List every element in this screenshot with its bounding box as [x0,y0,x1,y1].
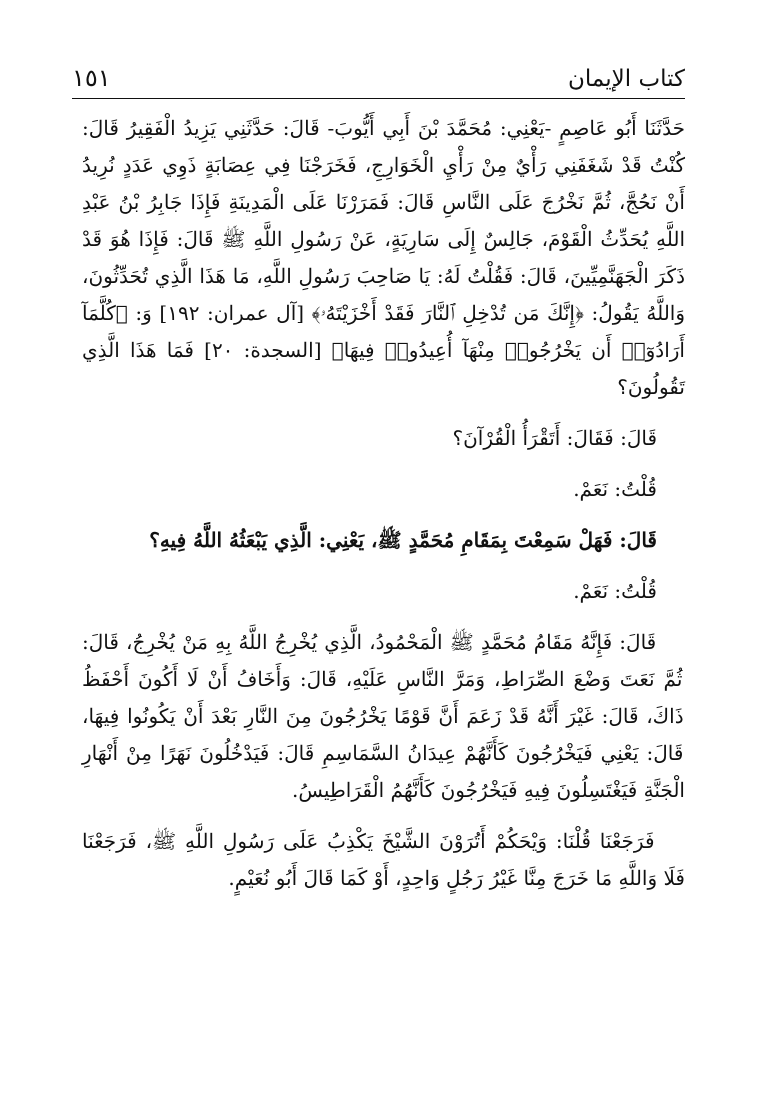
text-line: قُلْتُ: نَعَمْ. [573,579,657,603]
text-line: ثُمَّ نَعَتَ وَضْعَ الصِّرَاطِ، وَمَرَّ النَّاسِ عَلَيْهِ، قَالَ: وَأَخَافُ أَنْ لَا أَكُونَ أَحْفَظُ [82,667,683,691]
text-line: قَالَ: فَإِنَّهُ مَقَامُ مُحَمَّدٍ ﷺ الْمَحْمُودُ، الَّذِي يُخْرِجُ اللَّهُ بِهِ مَنْ يُخْرِجُ، قَالَ: [82,630,657,654]
body-text [82,110,685,911]
paragraph-answer [82,471,685,508]
paragraph-question [82,420,685,457]
paragraph-hadith-intro [82,110,685,406]
text-line: فَلَا وَاللَّهِ مَا خَرَجَ مِنَّا غَيْرُ رَجُلٍ وَاحِدٍ، أَوْ كَمَا قَالَ أَبُو نُعَيْمٍ. [228,866,685,890]
text-line: عَدَدٍ نُرِيدُ أَنْ نَحُجَّ، ثُمَّ نَخْرُجَ عَلَى النَّاسِ قَالَ: فَمَرَرْنَا عَلَى الْمَدِينَةِ فَإِذَا جَابِرُ [82,153,685,214]
text-line: الَّذِي تُحَدِّثُونَ، وَاللَّهُ يَقُولُ: ﴿إِنَّكَ مَن تُدْخِلِ ٱلنَّارَ فَقَدْ أَخْزَيْتَهُۥ﴾ [آل [82,264,685,325]
text-line: ذَاكَ، قَالَ: غَيْرَ أَنَّهُ قَدْ زَعَمَ أَنَّ قَوْمًا يَخْرُجُونَ مِنَ النَّارِ بَعْدَ أَنْ يَكُونُوا فِيهَا، [82,704,684,728]
text-line: فَرَجَعْنَا قُلْنَا: وَيْحَكُمْ أَتُرَوْنَ الشَّيْخَ يَكْذِبُ عَلَى رَسُولِ اللَّهِ ﷺ، فَرَجَعْنَا [82,829,655,853]
page-number: ١٥١ [72,64,111,92]
text-line: [السجدة: ٢٠] فَمَا هَذَا الَّذِي تَقُولُونَ؟ [82,338,685,399]
page-header [72,52,685,99]
paragraph-maqam-description [82,624,685,809]
text-line: بْنُ عَبْدِ اللَّهِ يُحَدِّثُ الْقَوْمَ، جَالِسٌ إِلَى سَارِيَةٍ، عَنْ رَسُولِ اللَّهِ ﷺ قَالَ: فَإِذَا [82,190,686,251]
text-line: هُوَ قَدْ ذَكَرَ الْجَهَنَّمِيِّينَ، قَالَ: فَقُلْتُ لَهُ: يَا صَاحِبَ رَسُولِ اللَّهِ، مَا هَذَا [82,227,685,288]
book-title: كتاب الإيمان [568,66,685,92]
text-line: قَالَ: فَقَالَ: أَتَقْرَأُ الْقُرْآنَ؟ [452,426,657,450]
paragraph-answer [82,573,685,610]
paragraph-conclusion [82,823,685,897]
text-line: قَالَ: فَهَلْ سَمِعْتَ بِمَقَامِ مُحَمَّدٍ ﷺ، يَعْنِي: الَّذِي يَبْعَثُهُ اللَّهُ فِيهِ؟ [149,528,657,552]
text-line: الْجَنَّةِ فَيَغْتَسِلُونَ فِيهِ فَيَخْرُجُونَ كَأَنَّهُمُ الْقَرَاطِيسُ. [292,778,685,802]
paragraph-maqam-question [82,522,685,559]
text-line: قَالَ: كُنْتُ قَدْ شَغَفَنِي رَأْيٌ مِنْ رَأْيِ الْخَوَارِجِ، فَخَرَجْنَا فِي عِصَابَةٍ ذَوِي [82,116,685,177]
text-line: قُلْتُ: نَعَمْ. [573,477,657,501]
text-line: قَالَ: يَعْنِي فَيَخْرُجُونَ كَأَنَّهُمْ عِيدَانُ السَّمَاسِمِ قَالَ: فَيَدْخُلُونَ نَهَرًا مِنْ أَنْهَارِ [82,741,684,765]
text-line: حَدَّثَنَا أَبُو عَاصِمٍ -يَعْنِي: مُحَمَّدَ بْنَ أَبِي أَيُّوبَ- قَالَ: حَدَّثَنِي يَزِيدُ الْفَقِيرُ [118,116,685,140]
text-line: عمران: ١٩٢] وَ: ﴿كُلَّمَآ أَرَادُوٓا۟ أَن يَخْرُجُوا۟ مِنْهَآ أُعِيدُوا۟ فِيهَا﴾ [82,301,685,362]
